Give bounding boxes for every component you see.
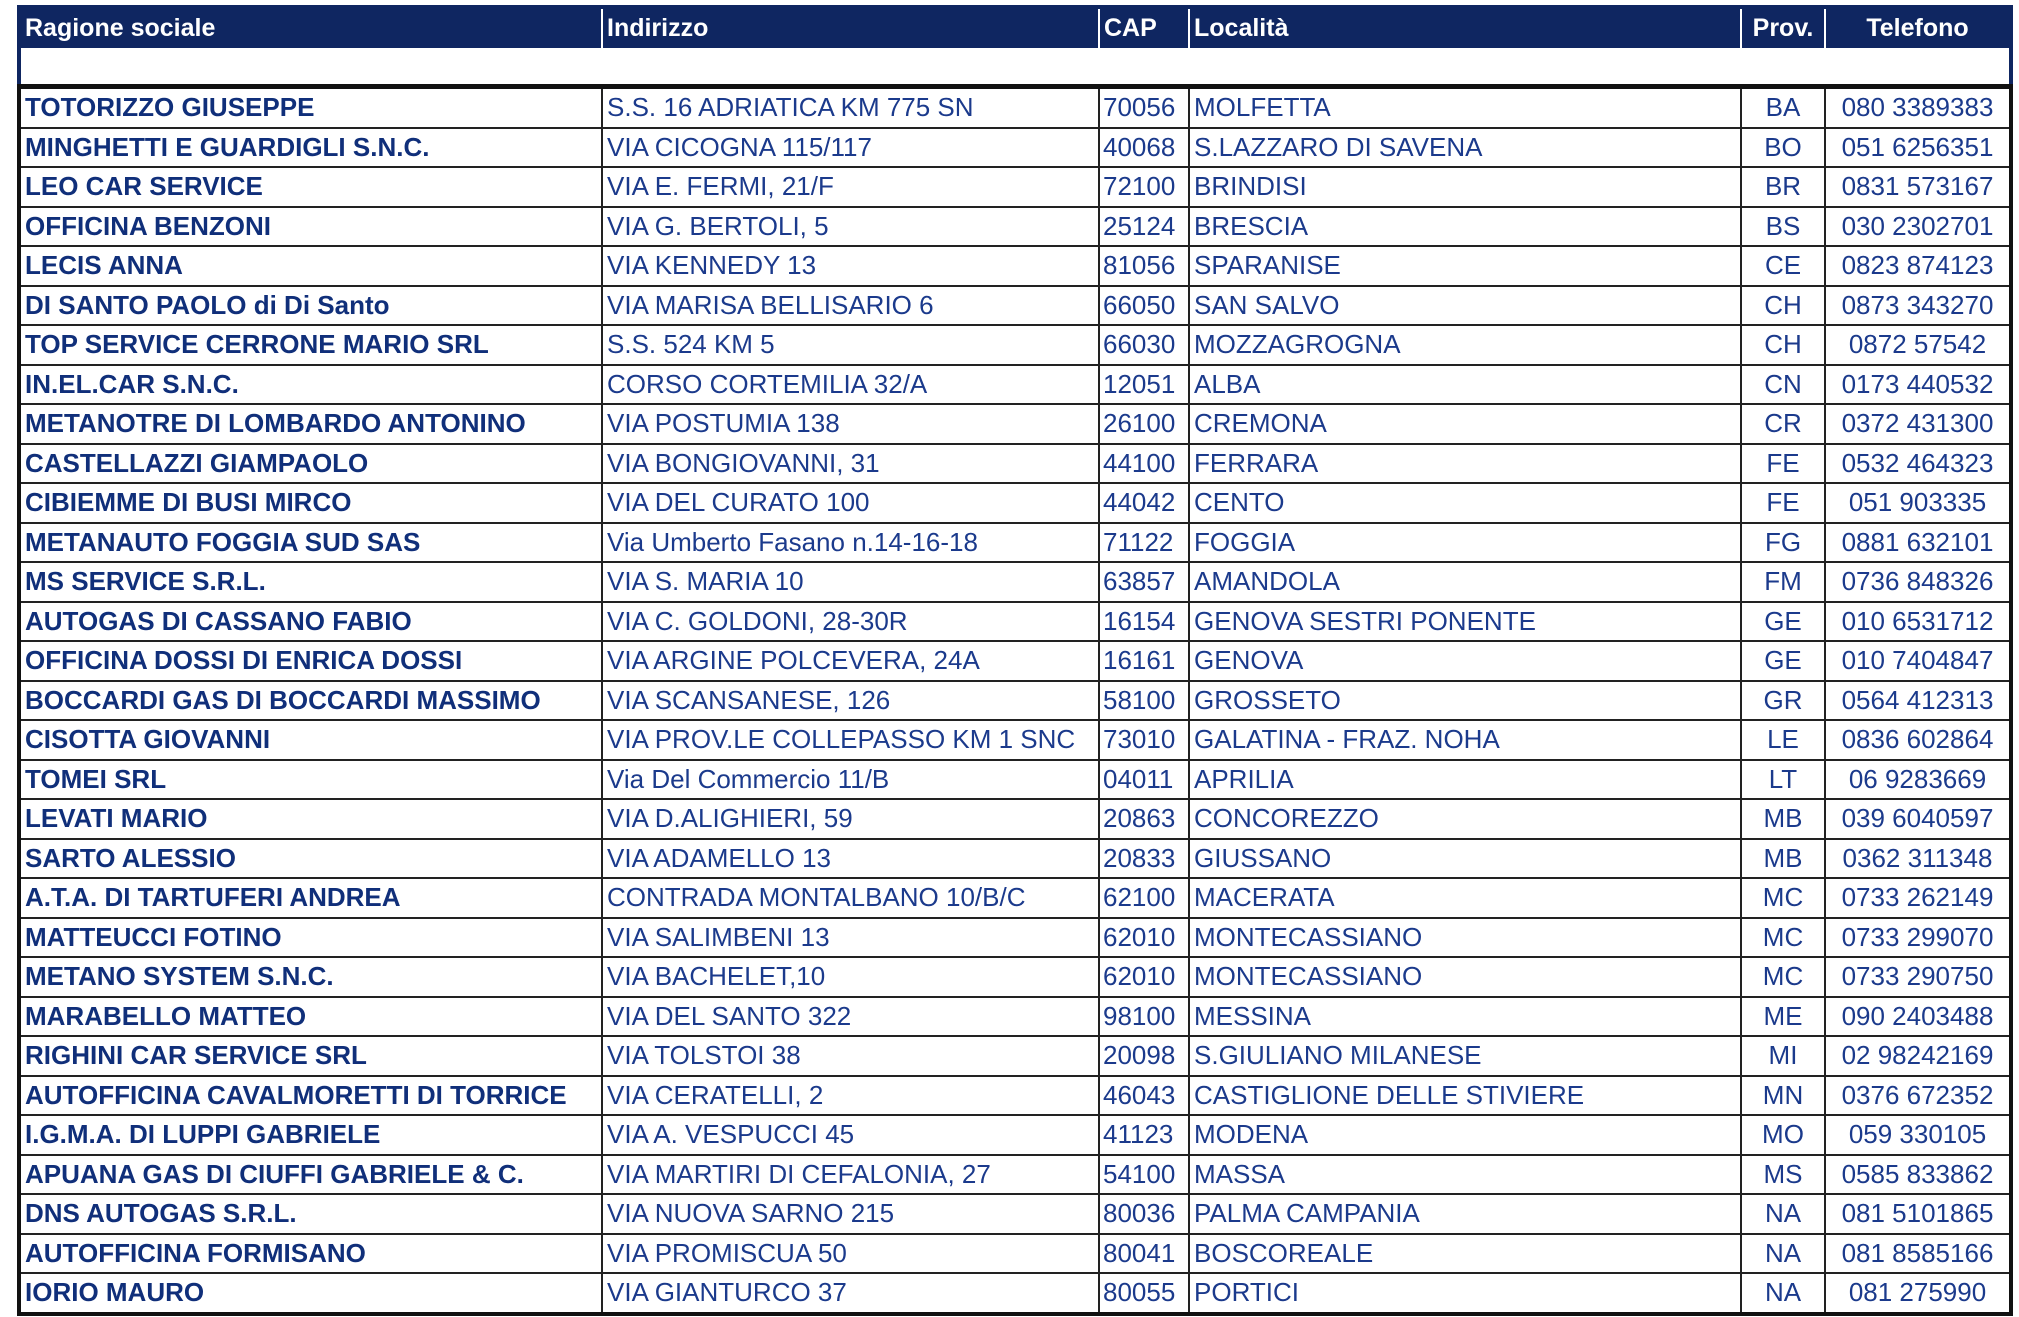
cell-address: CONTRADA MONTALBANO 10/B/C (602, 878, 1099, 918)
cell-cap: 66050 (1099, 286, 1189, 326)
cell-phone: 0873 343270 (1825, 286, 2011, 326)
cell-locality: CASTIGLIONE DELLE STIVIERE (1189, 1076, 1741, 1116)
cell-province: BA (1741, 87, 1825, 128)
cell-phone: 0733 262149 (1825, 878, 2011, 918)
table-row (19, 325, 2011, 365)
cell-cap: 44100 (1099, 444, 1189, 484)
cell-phone: 081 5101865 (1825, 1194, 2011, 1234)
cell-province: GE (1741, 602, 1825, 642)
cell-cap: 40068 (1099, 128, 1189, 168)
cell-locality: CONCOREZZO (1189, 799, 1741, 839)
cell-province: FM (1741, 562, 1825, 602)
cell-locality: S.LAZZARO DI SAVENA (1189, 128, 1741, 168)
cell-name: AUTOGAS DI CASSANO FABIO (19, 602, 602, 642)
cell-phone: 0733 299070 (1825, 918, 2011, 958)
cell-name: MARABELLO MATTEO (19, 997, 602, 1037)
cell-province: BS (1741, 207, 1825, 247)
cell-locality: BRESCIA (1189, 207, 1741, 247)
cell-cap: 41123 (1099, 1115, 1189, 1155)
cell-locality: GENOVA (1189, 641, 1741, 681)
cell-address: VIA PROV.LE COLLEPASSO KM 1 SNC (602, 720, 1099, 760)
cell-cap: 62100 (1099, 878, 1189, 918)
cell-locality: AMANDOLA (1189, 562, 1741, 602)
cell-address: VIA D.ALIGHIERI, 59 (602, 799, 1099, 839)
cell-province: BO (1741, 128, 1825, 168)
cell-cap: 16154 (1099, 602, 1189, 642)
cell-phone: 051 903335 (1825, 483, 2011, 523)
header-phone: Telefono (1825, 7, 2011, 48)
table-row (19, 997, 2011, 1037)
cell-phone: 0881 632101 (1825, 523, 2011, 563)
cell-cap: 54100 (1099, 1155, 1189, 1195)
cell-name: DNS AUTOGAS S.R.L. (19, 1194, 602, 1234)
cell-locality: MOZZAGROGNA (1189, 325, 1741, 365)
cell-locality: BOSCOREALE (1189, 1234, 1741, 1274)
cell-cap: 12051 (1099, 365, 1189, 405)
cell-phone: 0823 874123 (1825, 246, 2011, 286)
cell-phone: 0872 57542 (1825, 325, 2011, 365)
cell-address: VIA DEL SANTO 322 (602, 997, 1099, 1037)
cell-name: METANO SYSTEM S.N.C. (19, 957, 602, 997)
cell-name: OFFICINA BENZONI (19, 207, 602, 247)
cell-phone: 0736 848326 (1825, 562, 2011, 602)
cell-cap: 04011 (1099, 760, 1189, 800)
cell-cap: 73010 (1099, 720, 1189, 760)
cell-address: VIA SCANSANESE, 126 (602, 681, 1099, 721)
cell-locality: MACERATA (1189, 878, 1741, 918)
cell-name: TOP SERVICE CERRONE MARIO SRL (19, 325, 602, 365)
table-row (19, 1076, 2011, 1116)
cell-name: IORIO MAURO (19, 1273, 602, 1314)
cell-address: VIA GIANTURCO 37 (602, 1273, 1099, 1314)
cell-phone: 0362 311348 (1825, 839, 2011, 879)
cell-phone: 0733 290750 (1825, 957, 2011, 997)
cell-cap: 25124 (1099, 207, 1189, 247)
table-row (19, 1194, 2011, 1234)
cell-province: MO (1741, 1115, 1825, 1155)
table-row (19, 839, 2011, 879)
dealer-list-sheet (17, 5, 2009, 1316)
cell-phone: 010 6531712 (1825, 602, 2011, 642)
cell-name: MATTEUCCI FOTINO (19, 918, 602, 958)
cell-address: VIA PROMISCUA 50 (602, 1234, 1099, 1274)
cell-locality: ALBA (1189, 365, 1741, 405)
cell-province: LT (1741, 760, 1825, 800)
cell-name: CIBIEMME DI BUSI MIRCO (19, 483, 602, 523)
cell-name: METANOTRE DI LOMBARDO ANTONINO (19, 404, 602, 444)
cell-locality: MESSINA (1189, 997, 1741, 1037)
cell-cap: 80036 (1099, 1194, 1189, 1234)
cell-cap: 26100 (1099, 404, 1189, 444)
table-row (19, 681, 2011, 721)
dealer-rows (19, 87, 2011, 1314)
table-row (19, 1155, 2011, 1195)
table-row (19, 1115, 2011, 1155)
cell-locality: GROSSETO (1189, 681, 1741, 721)
cell-locality: MODENA (1189, 1115, 1741, 1155)
cell-address: S.S. 16 ADRIATICA KM 775 SN (602, 87, 1099, 128)
cell-province: MC (1741, 918, 1825, 958)
cell-address: VIA POSTUMIA 138 (602, 404, 1099, 444)
cell-address: VIA S. MARIA 10 (602, 562, 1099, 602)
cell-locality: CENTO (1189, 483, 1741, 523)
cell-name: DI SANTO PAOLO di Di Santo (19, 286, 602, 326)
cell-address: S.S. 524 KM 5 (602, 325, 1099, 365)
cell-cap: 62010 (1099, 918, 1189, 958)
cell-address: VIA A. VESPUCCI 45 (602, 1115, 1099, 1155)
cell-cap: 44042 (1099, 483, 1189, 523)
table-row (19, 1036, 2011, 1076)
table-row (19, 523, 2011, 563)
cell-locality: S.GIULIANO MILANESE (1189, 1036, 1741, 1076)
cell-province: GE (1741, 641, 1825, 681)
cell-phone: 0532 464323 (1825, 444, 2011, 484)
table-row (19, 167, 2011, 207)
cell-address: VIA KENNEDY 13 (602, 246, 1099, 286)
cell-locality: BRINDISI (1189, 167, 1741, 207)
table-row (19, 602, 2011, 642)
table-row (19, 878, 2011, 918)
cell-cap: 66030 (1099, 325, 1189, 365)
cell-name: OFFICINA DOSSI DI ENRICA DOSSI (19, 641, 602, 681)
table-row (19, 760, 2011, 800)
table-row (19, 1234, 2011, 1274)
cell-phone: 039 6040597 (1825, 799, 2011, 839)
table-row (19, 128, 2011, 168)
cell-name: SARTO ALESSIO (19, 839, 602, 879)
header-address: Indirizzo (602, 7, 1099, 48)
cell-cap: 20863 (1099, 799, 1189, 839)
cell-province: MB (1741, 839, 1825, 879)
header-spacer-cell (19, 48, 2011, 87)
cell-phone: 0585 833862 (1825, 1155, 2011, 1195)
cell-address: VIA ARGINE POLCEVERA, 24A (602, 641, 1099, 681)
cell-phone: 090 2403488 (1825, 997, 2011, 1037)
cell-locality: PORTICI (1189, 1273, 1741, 1314)
table-row (19, 246, 2011, 286)
cell-locality: MASSA (1189, 1155, 1741, 1195)
cell-phone: 030 2302701 (1825, 207, 2011, 247)
table-row (19, 404, 2011, 444)
cell-cap: 16161 (1099, 641, 1189, 681)
cell-province: CE (1741, 246, 1825, 286)
cell-locality: MONTECASSIANO (1189, 957, 1741, 997)
table-row (19, 483, 2011, 523)
cell-address: VIA TOLSTOI 38 (602, 1036, 1099, 1076)
cell-address: VIA ADAMELLO 13 (602, 839, 1099, 879)
cell-name: LECIS ANNA (19, 246, 602, 286)
table-row (19, 641, 2011, 681)
cell-cap: 71122 (1099, 523, 1189, 563)
table-row (19, 918, 2011, 958)
cell-address: VIA MARISA BELLISARIO 6 (602, 286, 1099, 326)
cell-province: FE (1741, 483, 1825, 523)
table-row (19, 799, 2011, 839)
cell-phone: 059 330105 (1825, 1115, 2011, 1155)
cell-cap: 20833 (1099, 839, 1189, 879)
cell-province: LE (1741, 720, 1825, 760)
cell-cap: 80041 (1099, 1234, 1189, 1274)
cell-province: CH (1741, 325, 1825, 365)
cell-cap: 72100 (1099, 167, 1189, 207)
cell-locality: GENOVA SESTRI PONENTE (1189, 602, 1741, 642)
cell-cap: 46043 (1099, 1076, 1189, 1116)
dealer-table (17, 5, 2013, 1316)
cell-phone: 010 7404847 (1825, 641, 2011, 681)
cell-locality: FOGGIA (1189, 523, 1741, 563)
cell-locality: APRILIA (1189, 760, 1741, 800)
cell-address: VIA DEL CURATO 100 (602, 483, 1099, 523)
cell-phone: 02 98242169 (1825, 1036, 2011, 1076)
cell-address: VIA MARTIRI DI CEFALONIA, 27 (602, 1155, 1099, 1195)
cell-locality: PALMA CAMPANIA (1189, 1194, 1741, 1234)
table-row (19, 957, 2011, 997)
cell-locality: MONTECASSIANO (1189, 918, 1741, 958)
cell-name: BOCCARDI GAS DI BOCCARDI MASSIMO (19, 681, 602, 721)
header-spacer-row (19, 48, 2011, 87)
header-locality: Località (1189, 7, 1741, 48)
cell-name: APUANA GAS DI CIUFFI GABRIELE & C. (19, 1155, 602, 1195)
cell-address: VIA NUOVA SARNO 215 (602, 1194, 1099, 1234)
cell-cap: 70056 (1099, 87, 1189, 128)
cell-province: CH (1741, 286, 1825, 326)
cell-phone: 081 8585166 (1825, 1234, 2011, 1274)
cell-province: FE (1741, 444, 1825, 484)
cell-cap: 80055 (1099, 1273, 1189, 1314)
cell-name: IN.EL.CAR S.N.C. (19, 365, 602, 405)
cell-name: METANAUTO FOGGIA SUD SAS (19, 523, 602, 563)
table-row (19, 562, 2011, 602)
cell-province: NA (1741, 1273, 1825, 1314)
cell-address: VIA BACHELET,10 (602, 957, 1099, 997)
cell-phone: 0372 431300 (1825, 404, 2011, 444)
cell-province: MC (1741, 957, 1825, 997)
cell-province: GR (1741, 681, 1825, 721)
cell-name: LEO CAR SERVICE (19, 167, 602, 207)
cell-address: VIA BONGIOVANNI, 31 (602, 444, 1099, 484)
cell-address: VIA G. BERTOLI, 5 (602, 207, 1099, 247)
cell-province: MI (1741, 1036, 1825, 1076)
cell-locality: FERRARA (1189, 444, 1741, 484)
cell-province: FG (1741, 523, 1825, 563)
cell-province: ME (1741, 997, 1825, 1037)
cell-phone: 06 9283669 (1825, 760, 2011, 800)
cell-phone: 0836 602864 (1825, 720, 2011, 760)
cell-cap: 62010 (1099, 957, 1189, 997)
cell-locality: SAN SALVO (1189, 286, 1741, 326)
cell-locality: GIUSSANO (1189, 839, 1741, 879)
cell-locality: MOLFETTA (1189, 87, 1741, 128)
cell-phone: 051 6256351 (1825, 128, 2011, 168)
cell-name: CASTELLAZZI GIAMPAOLO (19, 444, 602, 484)
cell-name: A.T.A. DI TARTUFERI ANDREA (19, 878, 602, 918)
cell-phone: 0376 672352 (1825, 1076, 2011, 1116)
cell-province: MS (1741, 1155, 1825, 1195)
cell-province: BR (1741, 167, 1825, 207)
table-row (19, 365, 2011, 405)
table-header-row (19, 7, 2011, 48)
table-row (19, 207, 2011, 247)
cell-address: VIA C. GOLDONI, 28-30R (602, 602, 1099, 642)
cell-province: CR (1741, 404, 1825, 444)
cell-address: Via Del Commercio 11/B (602, 760, 1099, 800)
cell-locality: GALATINA - FRAZ. NOHA (1189, 720, 1741, 760)
cell-province: MB (1741, 799, 1825, 839)
cell-province: MN (1741, 1076, 1825, 1116)
cell-cap: 98100 (1099, 997, 1189, 1037)
cell-name: I.G.M.A. DI LUPPI GABRIELE (19, 1115, 602, 1155)
cell-name: MINGHETTI E GUARDIGLI S.N.C. (19, 128, 602, 168)
cell-name: LEVATI MARIO (19, 799, 602, 839)
cell-name: MS SERVICE S.R.L. (19, 562, 602, 602)
table-row (19, 87, 2011, 128)
cell-phone: 080 3389383 (1825, 87, 2011, 128)
cell-name: AUTOFFICINA FORMISANO (19, 1234, 602, 1274)
cell-cap: 20098 (1099, 1036, 1189, 1076)
cell-address: VIA E. FERMI, 21/F (602, 167, 1099, 207)
cell-name: AUTOFFICINA CAVALMORETTI DI TORRICE (19, 1076, 602, 1116)
cell-phone: 081 275990 (1825, 1273, 2011, 1314)
table-row (19, 444, 2011, 484)
cell-province: NA (1741, 1234, 1825, 1274)
cell-phone: 0173 440532 (1825, 365, 2011, 405)
cell-address: Via Umberto Fasano n.14-16-18 (602, 523, 1099, 563)
table-row (19, 286, 2011, 326)
cell-province: NA (1741, 1194, 1825, 1234)
table-row (19, 720, 2011, 760)
cell-cap: 63857 (1099, 562, 1189, 602)
cell-address: CORSO CORTEMILIA 32/A (602, 365, 1099, 405)
cell-phone: 0831 573167 (1825, 167, 2011, 207)
cell-phone: 0564 412313 (1825, 681, 2011, 721)
cell-address: VIA SALIMBENI 13 (602, 918, 1099, 958)
header-name: Ragione sociale (19, 7, 602, 48)
cell-province: MC (1741, 878, 1825, 918)
cell-cap: 81056 (1099, 246, 1189, 286)
header-province: Prov. (1741, 7, 1825, 48)
table-row (19, 1273, 2011, 1314)
cell-name: TOMEI SRL (19, 760, 602, 800)
cell-name: CISOTTA GIOVANNI (19, 720, 602, 760)
cell-province: CN (1741, 365, 1825, 405)
cell-address: VIA CERATELLI, 2 (602, 1076, 1099, 1116)
cell-name: TOTORIZZO GIUSEPPE (19, 87, 602, 128)
cell-cap: 58100 (1099, 681, 1189, 721)
cell-name: RIGHINI CAR SERVICE SRL (19, 1036, 602, 1076)
cell-locality: SPARANISE (1189, 246, 1741, 286)
cell-locality: CREMONA (1189, 404, 1741, 444)
cell-address: VIA CICOGNA 115/117 (602, 128, 1099, 168)
header-cap: CAP (1099, 7, 1189, 48)
